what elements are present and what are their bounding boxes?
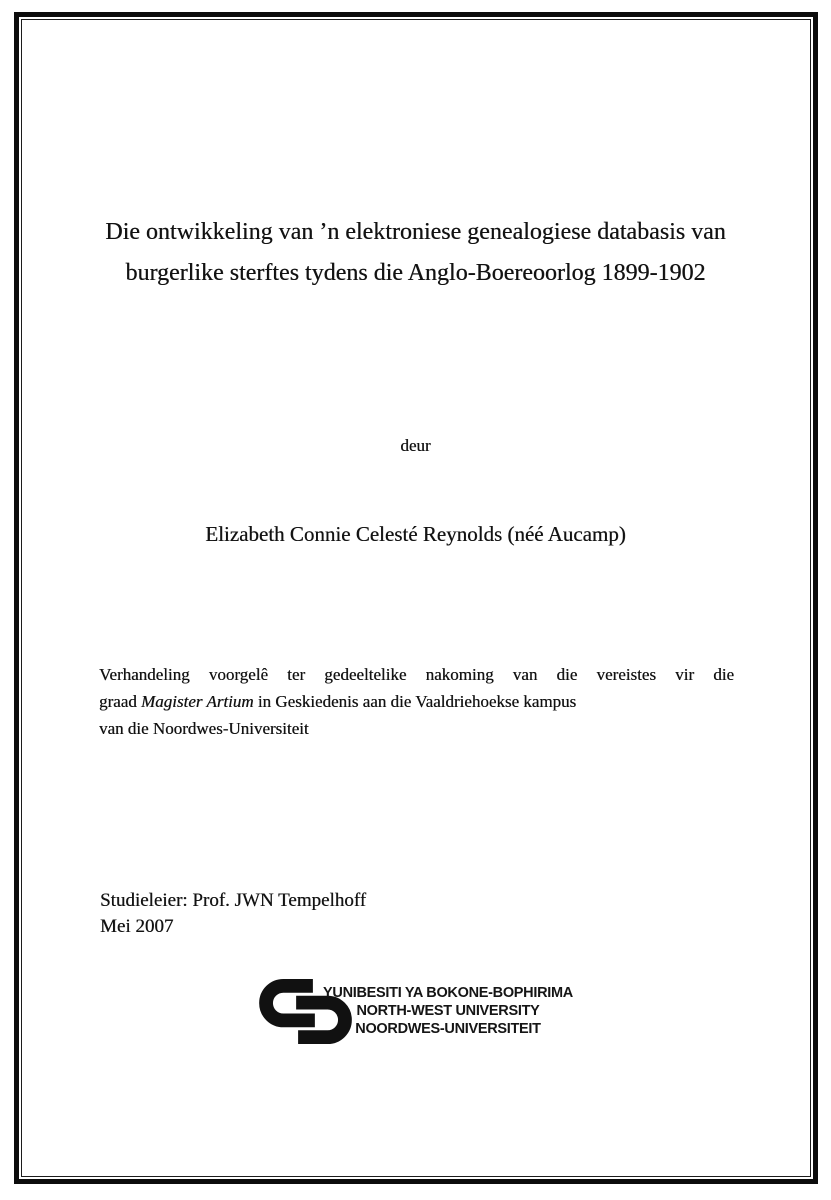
supervisor-line: Studieleier: Prof. JWN Tempelhoff bbox=[100, 890, 367, 911]
logo-line-english: NORTH-WEST UNIVERSITY bbox=[356, 1003, 540, 1020]
degree-name-italic: Magister Artium bbox=[141, 692, 254, 711]
statement-line-2 bbox=[99, 688, 734, 715]
degree-statement bbox=[99, 661, 734, 742]
statement-line-1: Verhandeling voorgelê ter gedeeltelike nakoming van die vereistes vir die bbox=[99, 665, 734, 684]
title-line-1: Die ontwikkeling van ’n elektroniese genealogiese databasis van bbox=[105, 219, 726, 245]
thesis-title bbox=[60, 212, 771, 294]
nwu-logo-text bbox=[316, 984, 580, 1039]
supervisor-block bbox=[100, 888, 366, 939]
logo-line-afrikaans: NOORDWES-UNIVERSITEIT bbox=[355, 1021, 541, 1038]
statement-line-3: van die Noordwes-Universiteit bbox=[99, 719, 309, 738]
logo-line-setswana: YUNIBESITI YA BOKONE-BOPHIRIMA bbox=[323, 985, 573, 1001]
byline-deur: deur bbox=[400, 436, 431, 455]
date-line: Mei 2007 bbox=[100, 915, 174, 937]
statement-line-2-before: graad bbox=[99, 692, 142, 711]
statement-line-2-after: in Geskiedenis aan die Vaaldriehoekse kampus bbox=[253, 692, 577, 711]
author-name: Elizabeth Connie Celesté Reynolds (néé Aucamp) bbox=[205, 522, 626, 546]
title-line-2: burgerlike sterftes tydens die Anglo-Boereoorlog 1899-1902 bbox=[125, 260, 706, 286]
